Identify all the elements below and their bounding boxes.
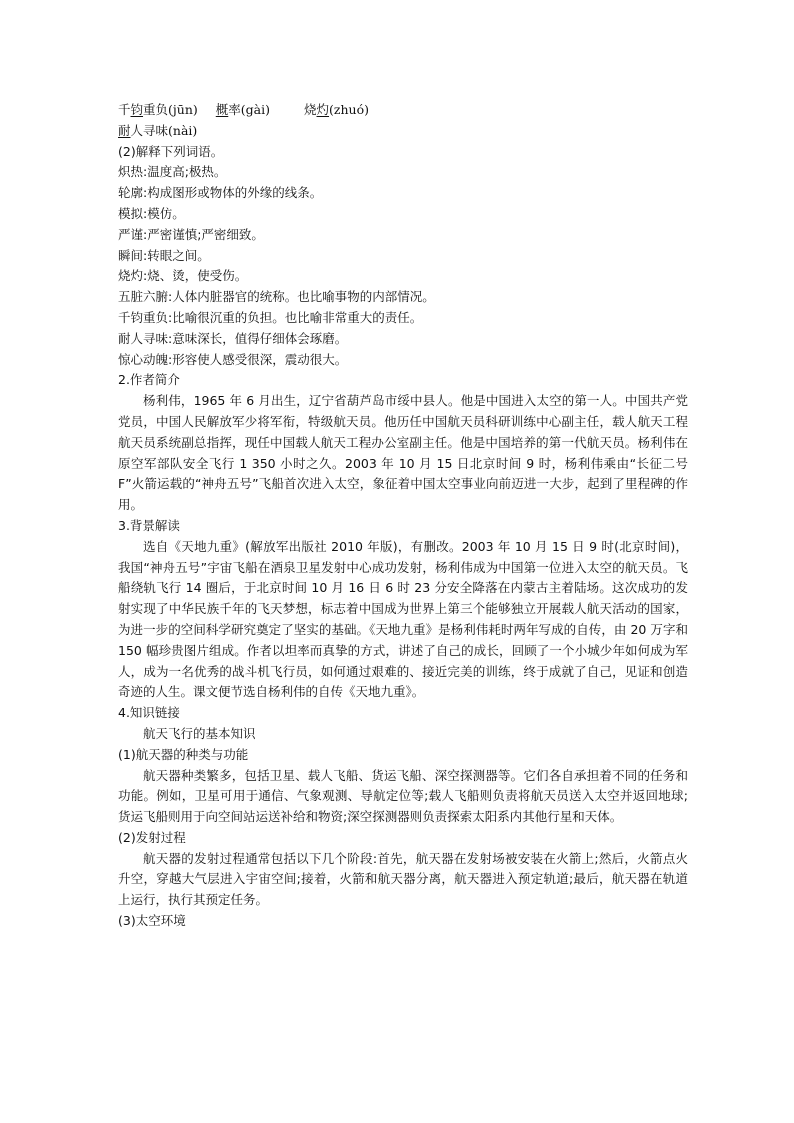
knowledge-subtitle: 航天飞行的基本知识 bbox=[143, 725, 256, 741]
background-paragraph: 选自《天地九重》(解放军出版社 2010 年版)，有删改。2003 年 10 月 15 日 9 时(北京时间)，我国“神舟五号”宇宙飞船在酒泉卫星发射中心成功发射，杨利伟成为中国第一位进入太空的航天员。飞船绕轨飞行 14 圈后，于北京时间 10 月 16 日 6 时 23 分安全降落在内蒙古主着陆场。这次成功的发射实现了中华民族千年的飞天梦想，标志着中国成为世界上第三个能够独立开展载人航天活动的国家，为进一步的空间科学研究奠定了坚实的基础。《天地九重》是杨利伟耗时两年写成的自传，由 20 万字和 150 幅珍贵图片组成。作者以坦率而真挚的方式，讲述了自己的成长，回顾了一个小城少年如何成为军人，成为一名优秀的战斗机飞行员，如何通过艰难的、接近完美的训练，终于成就了自己，见证和创造奇迹的人生。课文便节选自杨利伟的自传《天地九重》。 bbox=[118, 538, 688, 700]
definition-item: 瞬间:转眼之间。 bbox=[118, 247, 210, 263]
section-heading-author: 2.作者简介 bbox=[118, 372, 180, 388]
pinyin-line-2 bbox=[118, 121, 688, 142]
explain-heading: (2)解释下列词语。 bbox=[118, 143, 224, 159]
item-heading-space-environment: (3)太空环境 bbox=[118, 913, 186, 929]
vocab-word-shaozhuo: 烧灼(zhuó) bbox=[304, 102, 369, 117]
section-heading-knowledge: 4.知识链接 bbox=[118, 705, 180, 721]
vocab-word-qianjun: 千钧重负(jūn) bbox=[118, 102, 198, 117]
definition-item: 惊心动魄:形容使人感受很深，震动很大。 bbox=[118, 351, 348, 367]
definition-item: 耐人寻味:意味深长，值得仔细体会琢磨。 bbox=[118, 330, 348, 346]
launch-paragraph: 航天器的发射过程通常包括以下几个阶段:首先，航天器在发射场被安装在火箭上;然后，火箭点火升空，穿越大气层进入宇宙空间;接着，火箭和航天器分离，航天器进入预定轨道;最后，航天器在轨道上运行，执行其预定任务。 bbox=[118, 850, 688, 908]
definition-item: 五脏六腑:人体内脏器官的统称。也比喻事物的内部情况。 bbox=[118, 289, 435, 305]
spacecraft-types-paragraph: 航天器种类繁多，包括卫星、载人飞船、货运飞船、深空探测器等。它们各自承担着不同的任务和功能。例如，卫星可用于通信、气象观测、导航定位等;载人飞船则负责将航天员送入太空并返回地球;货运飞船则用于向空间站运送补给和物资;深空探测器则负责探索太阳系内其他行星和天体。 bbox=[118, 767, 688, 825]
definition-item: 千钧重负:比喻很沉重的负担。也比喻非常重大的责任。 bbox=[118, 309, 423, 325]
author-paragraph: 杨利伟，1965 年 6 月出生，辽宁省葫芦岛市绥中县人。他是中国进入太空的第一人。中国共产党党员，中国人民解放军少将军衔，特级航天员。他历任中国航天员科研训练中心副主任，载人航天工程航天员系统副总指挥，现任中国载人航天工程办公室副主任。他是中国培养的第一代航天员。杨利伟在原空军部队安全飞行 1 350 小时之久。2003 年 10 月 15 日北京时间 9 时，杨利伟乘由“长征二号 F”火箭运载的“神舟五号”飞船首次进入太空，象征着中国太空事业向前迈进一大步，起到了里程碑的作用。 bbox=[118, 393, 688, 513]
document-page bbox=[118, 100, 688, 932]
vocab-word-nairen: 耐人寻味(nài) bbox=[118, 122, 198, 138]
definition-item: 炽热:温度高;极热。 bbox=[118, 164, 227, 180]
definition-item: 烧灼:烧、烫，使受伤。 bbox=[118, 268, 248, 284]
definition-item: 轮廓:构成图形或物体的外缘的线条。 bbox=[118, 185, 323, 201]
pinyin-line-1 bbox=[118, 100, 688, 121]
vocab-word-gailv: 概率(gài) bbox=[215, 102, 271, 117]
section-heading-background: 3.背景解读 bbox=[118, 517, 180, 533]
definition-item: 严谨:严密谨慎;严密细致。 bbox=[118, 226, 264, 242]
item-heading-launch: (2)发射过程 bbox=[118, 829, 186, 845]
definition-item: 模拟:模仿。 bbox=[118, 205, 185, 221]
item-heading-spacecraft-types: (1)航天器的种类与功能 bbox=[118, 746, 249, 762]
